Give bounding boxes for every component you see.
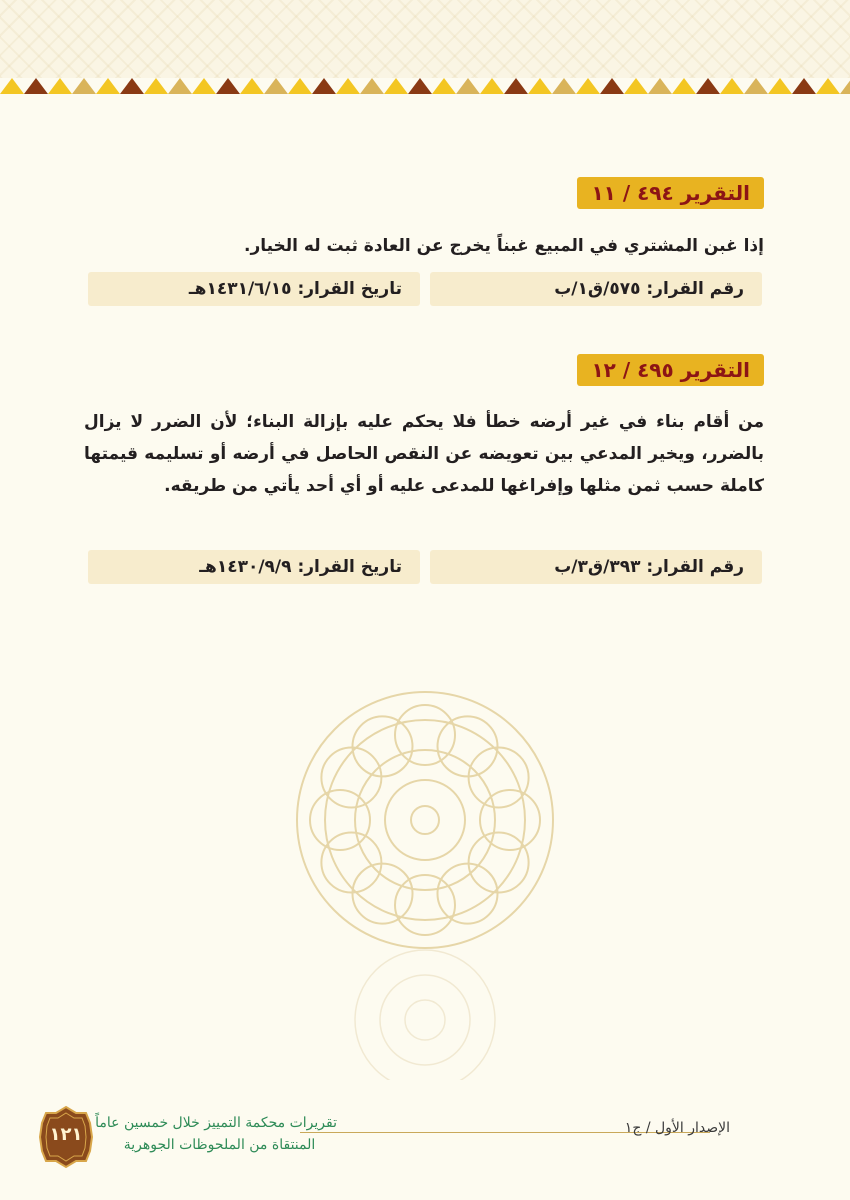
- book-title-line2: المنتقاة من الملحوظات الجوهرية: [123, 1137, 316, 1153]
- ornament-petal: [321, 748, 381, 808]
- arabesque-ornament: [275, 690, 575, 1080]
- zigzag-triangle: [672, 78, 696, 94]
- zigzag-triangle: [240, 78, 264, 94]
- zigzag-triangle: [0, 78, 24, 94]
- ruling-text: إذا غبن المشتري في المبيع غبناً يخرج عن العادة ثبت له الخيار.: [243, 236, 764, 256]
- zigzag-triangle: [696, 78, 720, 94]
- decision-date: تاريخ القرار: ١٤٣١/٦/١٥هـ: [88, 272, 420, 306]
- ornament-petal: [438, 864, 498, 924]
- decision-number: رقم القرار: ٥٧٥/ق١/ب: [430, 272, 762, 306]
- zigzag-triangle: [264, 78, 288, 94]
- zigzag-triangle: [144, 78, 168, 94]
- zigzag-triangle: [792, 78, 816, 94]
- zigzag-triangle: [288, 78, 312, 94]
- ornament-petal: [353, 864, 413, 924]
- decision-date: تاريخ القرار: ١٤٣٠/٩/٩هـ: [88, 550, 420, 584]
- zigzag-triangle: [624, 78, 648, 94]
- zigzag-triangle: [168, 78, 192, 94]
- decision-number: رقم القرار: ٣٩٣/ق٣/ب: [430, 550, 762, 584]
- zigzag-triangle: [120, 78, 144, 94]
- ornament-petal: [310, 790, 370, 850]
- zigzag-triangle: [216, 78, 240, 94]
- ornament-petal: [469, 748, 529, 808]
- zigzag-triangle: [816, 78, 840, 94]
- zigzag-triangle: [480, 78, 504, 94]
- zigzag-triangle: [408, 78, 432, 94]
- zigzag-triangle: [384, 78, 408, 94]
- zigzag-triangle: [720, 78, 744, 94]
- zigzag-triangle: [528, 78, 552, 94]
- zigzag-triangle: [600, 78, 624, 94]
- zigzag-triangle: [96, 78, 120, 94]
- zigzag-triangle: [768, 78, 792, 94]
- zigzag-triangle: [840, 78, 850, 94]
- page-number: ١٢١: [49, 1124, 83, 1145]
- ornament-petal: [480, 790, 540, 850]
- zigzag-triangle: [648, 78, 672, 94]
- book-title: [95, 1112, 337, 1156]
- zigzag-triangle: [72, 78, 96, 94]
- ornament-petal: [353, 716, 413, 776]
- zigzag-triangle: [744, 78, 768, 94]
- ruling-text: من أقام بناء في غير أرضه خطأ فلا يحكم عليه بإزالة البناء؛ لأن الضرر لا يزال بالضرر، ويخير المدعي بين تعويضه عن النقص الحاصل في أرضه أو تسليمه قيمتها كاملة حسب ثمن مثلها وإفراغها للمدعى عليه أو أي أحد يأتي من طريقه.: [84, 412, 764, 496]
- zigzag-triangle: [360, 78, 384, 94]
- ornament-petal: [321, 833, 381, 893]
- ornament-petal: [438, 716, 498, 776]
- zigzag-triangle: [456, 78, 480, 94]
- ruling-heading: التقرير ٤٩٥ / ١٢: [577, 354, 764, 386]
- ornament-petal: [469, 833, 529, 893]
- zigzag-triangle: [192, 78, 216, 94]
- ruling-heading: التقرير ٤٩٤ / ١١: [577, 177, 764, 209]
- zigzag-triangle: [504, 78, 528, 94]
- ornament-petal: [395, 875, 455, 935]
- book-title-line1: تقريرات محكمة التمييز خلال خمسين عاماً: [95, 1115, 337, 1131]
- zigzag-triangle: [312, 78, 336, 94]
- zigzag-triangle: [48, 78, 72, 94]
- zigzag-triangle: [336, 78, 360, 94]
- ornament-petal: [395, 705, 455, 765]
- zigzag-triangle: [552, 78, 576, 94]
- top-zigzag-border: [0, 76, 850, 94]
- edition-label: الإصدار الأول / ج١: [624, 1120, 730, 1136]
- zigzag-triangle: [432, 78, 456, 94]
- zigzag-triangle: [24, 78, 48, 94]
- top-pattern-band: [0, 0, 850, 78]
- zigzag-triangle: [576, 78, 600, 94]
